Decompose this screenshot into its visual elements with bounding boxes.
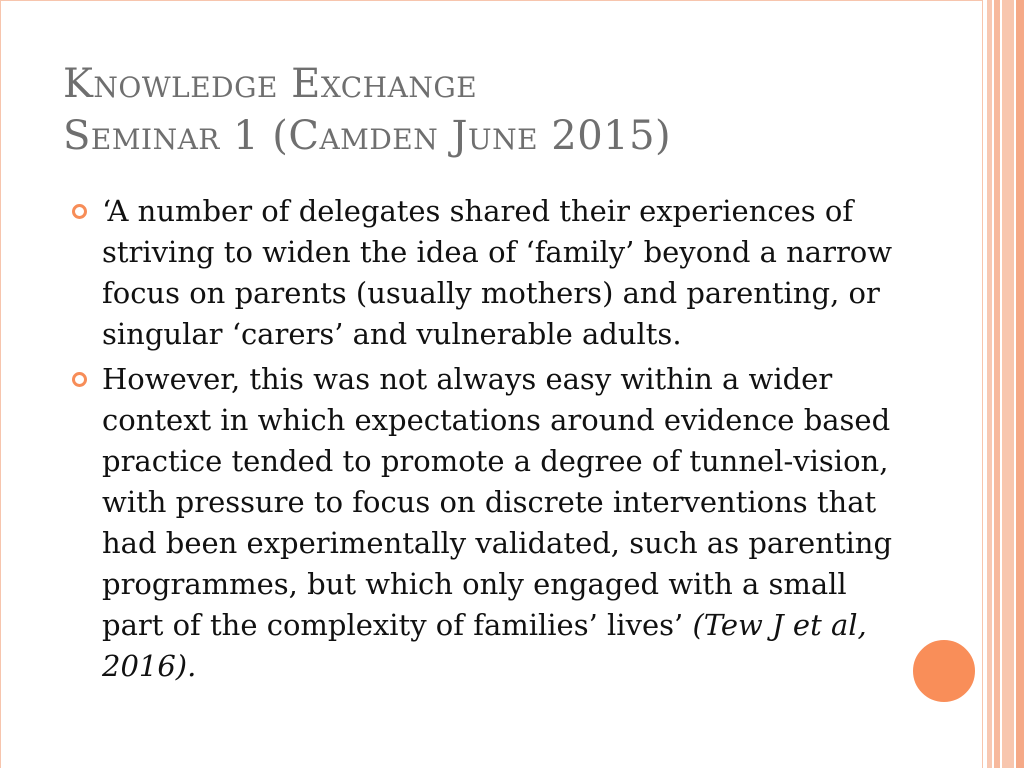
bullet-item-2 <box>68 359 908 687</box>
frame-top-border <box>0 0 982 1</box>
bullet-text-2: However, this was not always easy within a wider context in which expectations around evidence based practice tended to promote a degree of tunnel-vision, with pressure to focus on discrete interventions that had been experimentally validated, such as parenting programmes, but which only engaged with a small part of the complexity of families’ lives’ <box>102 362 893 642</box>
slide-title-line-1: Knowledge Exchange <box>63 61 478 107</box>
right-stripe-4 <box>1016 0 1024 768</box>
right-stripe-3 <box>1002 0 1014 768</box>
bullet-item-1 <box>68 191 908 355</box>
bullet-circle-icon <box>72 372 87 387</box>
citation-text: (Tew J et al, 2016). <box>102 608 867 683</box>
slide-content <box>68 191 908 687</box>
slide-title <box>63 58 923 162</box>
bullet-text-1: ‘A number of delegates shared their experiences of striving to widen the idea of ‘family’ beyond a narrow focus on parents (usually mothers) and parenting, or singular ‘carers’ and vulnerable adults. <box>102 194 893 351</box>
frame-right-border <box>982 0 983 768</box>
frame-left-border <box>0 0 1 768</box>
slide-title-line-2: Seminar 1 (Camden June 2015) <box>63 113 672 159</box>
decorative-circle-icon <box>910 637 978 705</box>
right-stripe-2 <box>994 0 1000 768</box>
bullet-circle-icon <box>72 204 87 219</box>
right-stripe-1 <box>987 0 992 768</box>
